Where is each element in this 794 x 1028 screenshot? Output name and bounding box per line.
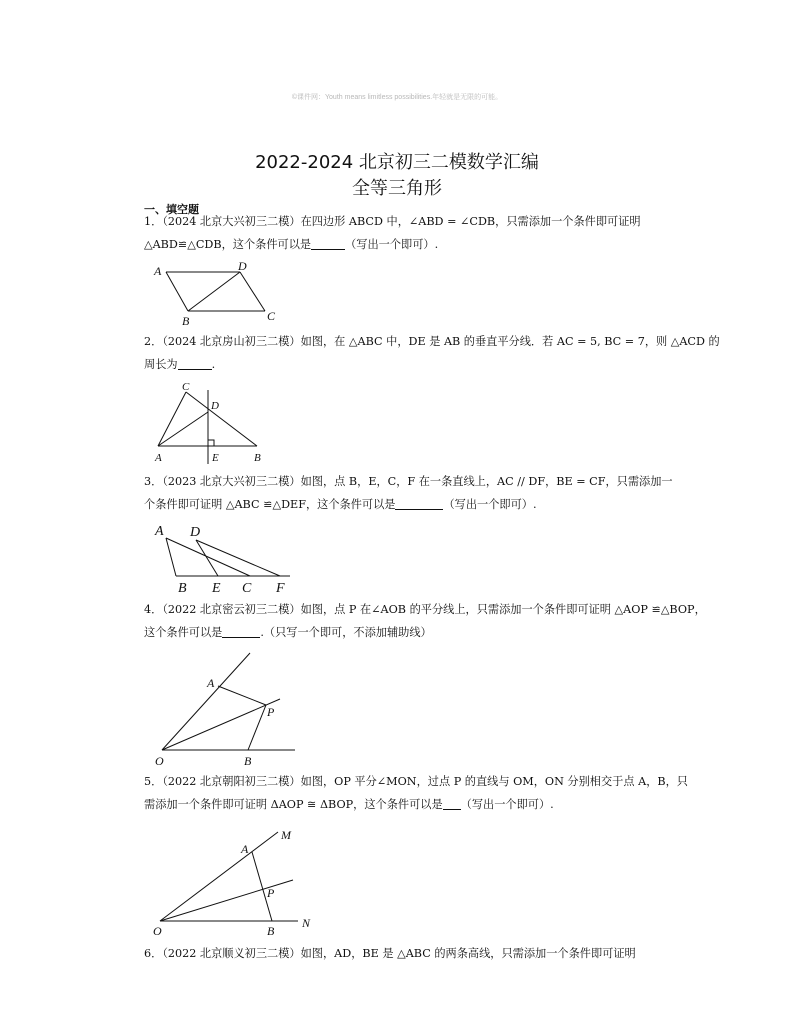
question-6-line1: 6．（2022 北京顺义初三二模）如图，AD，BE 是 △ABC 的两条高线，只需添加一个条件即可证明	[144, 947, 636, 960]
label-p: P	[267, 886, 275, 900]
watermark: ©课件网：Youth means limitless possibilities.年轻就是无限的可能。	[291, 94, 503, 101]
question-4	[144, 598, 734, 644]
label-a: A	[154, 264, 162, 278]
section-heading: 一、填空题	[144, 203, 199, 216]
label-a: A	[241, 842, 249, 856]
figure-2	[150, 378, 270, 468]
question-2-line1: 2．（2024 北京房山初三二模）如图，在 △ABC 中，DE 是 AB 的垂直平分线．若 AC = 5, BC = 7，则 △ACD 的	[144, 335, 720, 348]
answer-blank	[395, 497, 443, 510]
question-5-line2: 需添加一个条件即可证明 ΔAOP ≅ ΔBOP，这个条件可以是 （写出一个即可）.	[144, 798, 554, 811]
label-b: B	[267, 924, 275, 938]
question-5-line1: 5．（2022 北京朝阳初三二模）如图，OP 平分∠MON，过点 P 的直线与 OM，ON 分别相交于点 A，B，只	[144, 775, 688, 788]
question-3-line2: 个条件即可证明 △ABC ≌△DEF，这个条件可以是 （写出一个即可）.	[144, 498, 537, 511]
question-1-line1: 1．（2024 北京大兴初三二模）在四边形 ABCD 中，∠ABD = ∠CDB，只需添加一个条件即可证明	[144, 215, 641, 228]
question-2	[144, 330, 734, 376]
label-b: B	[244, 754, 252, 768]
question-3	[144, 470, 734, 516]
page-subtitle: 全等三角形	[352, 178, 442, 199]
label-d: D	[211, 400, 219, 412]
answer-blank	[222, 625, 260, 638]
label-c: C	[267, 309, 276, 323]
question-1-line2: △ABD≌△CDB，这个条件可以是 （写出一个即可）.	[144, 238, 439, 251]
label-o: O	[155, 754, 164, 768]
label-b: B	[178, 581, 187, 596]
answer-blank	[311, 237, 345, 250]
answer-blank	[178, 357, 212, 370]
label-c: C	[242, 581, 252, 596]
label-e: E	[212, 581, 221, 596]
label-a: A	[207, 676, 215, 690]
question-4-line1: 4．（2022 北京密云初三二模）如图，点 P 在∠AOB 的平分线上，只需添加一个条件即可证明 △AOP ≌△BOP，	[144, 603, 706, 616]
label-b: B	[182, 314, 190, 328]
question-5	[144, 770, 734, 816]
answer-blank	[443, 797, 461, 810]
question-2-line2: 周长为 .	[144, 358, 216, 371]
label-o: O	[153, 924, 162, 938]
figure-3	[150, 520, 300, 596]
figure-4	[150, 648, 300, 768]
figure-5	[150, 822, 320, 940]
label-f: F	[276, 581, 285, 596]
question-1	[144, 210, 734, 256]
question-4-line2: 这个条件可以是 .（只写一个即可，不添加辅助线）	[144, 626, 432, 639]
label-c: C	[182, 381, 190, 393]
label-a: A	[155, 524, 164, 539]
label-p: P	[267, 705, 275, 719]
question-3-line1: 3．（2023 北京大兴初三二模）如图，点 B，E，C，F 在一条直线上，AC // DF，BE = CF，只需添加一	[144, 475, 673, 488]
label-b: B	[254, 452, 261, 464]
label-n: N	[302, 916, 311, 930]
label-e: E	[212, 452, 219, 464]
label-m: M	[281, 828, 291, 842]
page-title: 2022-2024 北京初三二模数学汇编	[255, 152, 539, 173]
label-a: A	[155, 452, 162, 464]
label-d: D	[238, 259, 247, 273]
label-d: D	[190, 525, 201, 540]
question-6	[144, 942, 734, 965]
figure-1	[150, 258, 290, 330]
